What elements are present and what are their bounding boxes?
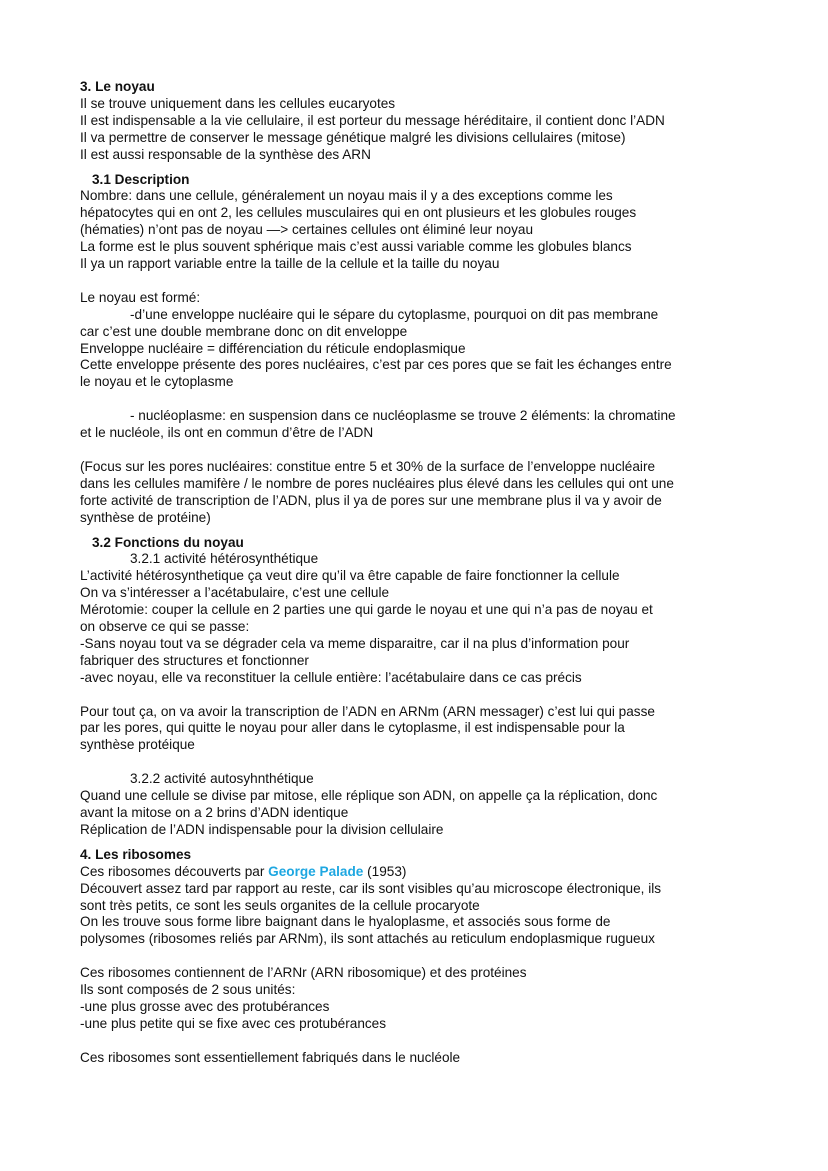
paragraph-line: dans les cellules mamifère / le nombre de pores nucléaires plus élevé dans les cellules qui ont une [80, 475, 674, 491]
paragraph-line: Ces ribosomes sont essentiellement fabriqués dans le nucléole [80, 1049, 461, 1065]
paragraph-line: Réplication de l’ADN indispensable pour la division cellulaire [80, 821, 444, 837]
paragraph-line: Il ya un rapport variable entre la taille de la cellule et la taille du noyau [80, 256, 500, 272]
paragraph-line: On va s’intéresser a l’acétabulaire, c’est une cellule [80, 585, 390, 601]
section-3-heading: 3. Le noyau [80, 79, 155, 94]
document-page [80, 79, 760, 1067]
paragraph-line: -une plus petite qui se fixe avec ces protubérances [80, 1015, 387, 1031]
discovery-year: (1953) [363, 863, 407, 879]
paragraph-line: forte activité de transcription de l’ADN, plus il ya de pores sur une membrane plus il va y avoir de [80, 492, 662, 508]
paragraph-line: Il est aussi responsable de la synthèse des ARN [80, 146, 371, 162]
paragraph-line: on observe ce qui se passe: [80, 619, 250, 635]
paragraph-line: par les pores, qui quitte le noyau pour aller dans le cytoplasme, il est indispensable pour la [80, 720, 625, 736]
paragraph-line: L’activité hétérosynthetique ça veut dire qu’il va être capable de faire fonctionner la cellule [80, 568, 620, 584]
section-3-2-heading: 3.2 Fonctions du noyau [92, 534, 244, 550]
paragraph-line: -Sans noyau tout va se dégrader cela va meme disparaitre, car il na plus d’information pour [80, 635, 630, 651]
paragraph-line: -une plus grosse avec des protubérances [80, 998, 330, 1014]
paragraph-line: Nombre: dans une cellule, généralement un noyau mais il y a des exceptions comme les [80, 188, 613, 204]
subsection-3-2-2-heading: 3.2.2 activité autosyhnthétique [130, 771, 314, 787]
paragraph-line: -avec noyau, elle va reconstituer la cellule entière: l’acétabulaire dans ce cas précis [80, 669, 582, 685]
paragraph-line: Il se trouve uniquement dans les cellules eucaryotes [80, 95, 396, 111]
paragraph-line: et le nucléole, ils ont en commun d’être de l’ADN [80, 425, 374, 441]
paragraph-line: Mérotomie: couper la cellule en 2 parties une qui garde le noyau et une qui n’a pas de noyau et [80, 602, 653, 618]
paragraph-line: (hématies) n’ont pas de noyau —> certaines cellules ont éliminé leur noyau [80, 222, 534, 238]
section-4-heading: 4. Les ribosomes [80, 846, 192, 862]
paragraph-line: - nucléoplasme: en suspension dans ce nucléoplasme se trouve 2 éléments: la chromatine [130, 408, 676, 424]
paragraph-line: synthèse de protéine) [80, 509, 211, 525]
paragraph-line: -d’une enveloppe nucléaire qui le sépare du cytoplasme, pourquoi on dit pas membrane [130, 306, 659, 322]
paragraph-line: car c’est une double membrane donc on dit enveloppe [80, 323, 408, 339]
paragraph-line [80, 864, 760, 881]
paragraph-line: polysomes (ribosomes reliés par ARNm), ils sont attachés au reticulum endoplasmique rugueux [80, 931, 655, 947]
section-3-1-heading: 3.1 Description [92, 171, 190, 187]
paragraph-line: Ces ribosomes contiennent de l’ARNr (ARN ribosomique) et des protéines [80, 965, 527, 981]
paragraph-line: On les trouve sous forme libre baignant dans le hyaloplasme, et associés sous forme de [80, 914, 611, 930]
paragraph-line: La forme est le plus souvent sphérique mais c’est aussi variable comme les globules blancs [80, 239, 632, 255]
paragraph-line: synthèse protéique [80, 737, 195, 753]
paragraph-line: le noyau et le cytoplasme [80, 374, 234, 390]
subsection-3-2-1-heading: 3.2.1 activité hétérosynthétique [130, 551, 319, 567]
paragraph-line: avant la mitose on a 2 brins d’ADN identique [80, 804, 349, 820]
paragraph-line: Cette enveloppe présente des pores nucléaires, c’est par ces pores que se fait les échanges entre [80, 357, 672, 373]
paragraph-line: Pour tout ça, on va avoir la transcription de l’ADN en ARNm (ARN messager) c’est lui qui passe [80, 703, 655, 719]
discovery-prefix: Ces ribosomes découverts par [80, 863, 269, 879]
paragraph-line: Enveloppe nucléaire = différenciation du réticule endoplasmique [80, 340, 466, 356]
paragraph-line: (Focus sur les pores nucléaires: constitue entre 5 et 30% de la surface de l’enveloppe nucléaire [80, 458, 656, 474]
paragraph-line: Quand une cellule se divise par mitose, elle réplique son ADN, on appelle ça la réplication, donc [80, 788, 658, 804]
george-palade-link[interactable]: George Palade [268, 863, 364, 879]
paragraph-line: Découvert assez tard par rapport au reste, car ils sont visibles qu’au microscope électronique, ils [80, 880, 662, 896]
paragraph-line: fabriquer des structures et fonctionner [80, 652, 309, 668]
paragraph-line: Il va permettre de conserver le message génétique malgré les divisions cellulaires (mitose) [80, 129, 626, 145]
paragraph-line: Ils sont composés de 2 sous unités: [80, 982, 296, 998]
paragraph-line: Le noyau est formé: [80, 289, 201, 305]
paragraph-line: sont très petits, ce sont les seuls organites de la cellule procaryote [80, 897, 480, 913]
paragraph-line: Il est indispensable a la vie cellulaire, il est porteur du message héréditaire, il contient donc l’ADN [80, 112, 665, 128]
paragraph-line: hépatocytes qui en ont 2, les cellules musculaires qui en ont plusieurs et les globules rouges [80, 205, 637, 221]
